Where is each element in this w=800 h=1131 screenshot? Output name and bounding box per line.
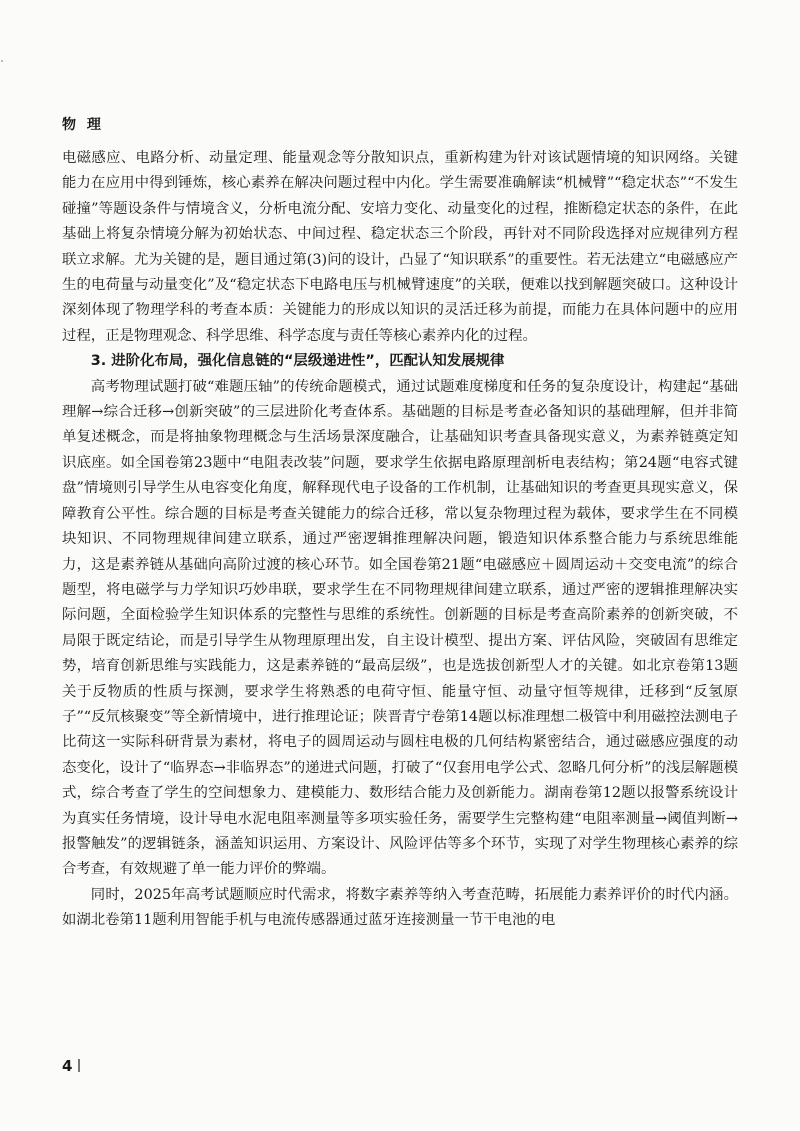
page-number: 4 <box>62 1057 73 1075</box>
section-heading: 3. 进阶化布局，强化信息链的“层级递进性”，匹配认知发展规律 <box>90 353 505 370</box>
paragraph: 同时，2025年高考试题顺应时代需求，将数字素养等纳入考查范畴，拓展能力素养评价的时代内涵。如湖北卷第11题利用智能手机与电流传感器通过蓝牙连接测量一节干电池的电 <box>62 886 738 929</box>
body-text <box>62 146 738 934</box>
running-header-subject: 物 理 <box>62 117 104 133</box>
scan-speck <box>1 60 3 62</box>
paragraph-continued: 电磁感应、电路分析、动量定理、能量观念等分散知识点，重新构建为针对该试题情境的知识网络。关键能力在应用中得到锤炼，核心素养在解决问题过程中内化。学生需要准确解读“机械臂”“稳定状态”“不发生碰撞”等题设条件与情境含义，分析电流分配、安培力变化、动量变化的过程，推断稳定状态的条件，在此基础上将复杂情境分解为初始状态、中间过程、稳定状态三个阶段，再针对不同阶段选择对应规律列方程联立求解。尤为关键的是，题目通过第(3)问的设计，凸显了“知识联系”的重要性。若无法建立“电磁感应产生的电荷量与动量变化”及“稳定状态下电路电压与机械臂速度”的关联，便难以找到解题突破口。这种设计深刻体现了物理学科的考查本质：关键能力的形成以知识的灵活迁移为前提，而能力在具体问题中的应用过程，正是物理观念、科学思维、科学态度与责任等核心素养内化的过程。 <box>62 150 738 344</box>
paragraph: 高考物理试题打破“难题压轴”的传统命题模式，通过试题难度梯度和任务的复杂度设计，构建起“基础理解→综合迁移→创新突破”的三层进阶化考查体系。基础题的目标是考查必备知识的基础理解，但并非简单复述概念，而是将抽象物理概念与生活场景深度融合，让基础知识考查具备现实意义，为素养链奠定知识底座。如全国卷第23题中“电阻表改装”问题，要求学生依据电路原理剖析电表结构；第24题“电容式键盘”情境则引导学生从电容变化角度，解释现代电子设备的工作机制，让基础知识的考查更具现实意义，保障教育公平性。综合题的目标是考查关键能力的综合迁移，常以复杂物理过程为载体，要求学生在不同模块知识、不同物理规律间建立联系，通过严密逻辑推理解决问题，锻造知识体系整合能力与系统思维能力，这是素养链从基础向高阶过渡的核心环节。如全国卷第21题“电磁感应＋圆周运动＋交变电流”的综合题型，将电磁学与力学知识巧妙串联，要求学生在不同物理规律间建立联系，通过严密的逻辑推理解决实际问题，全面检验学生知识体系的完整性与思维的系统性。创新题的目标是考查高阶素养的创新突破，不局限于既定结论，而是引导学生从物理原理出发，自主设计模型、提出方案、评估风险，突破固有思维定势，培育创新思维与实践能力，这是素养链的“最高层级”，也是选拔创新型人才的关键。如北京卷第13题关于反物质的性质与探测，要求学生将熟悉的电荷守恒、能量守恒、动量守恒等规律，迁移到“反氢原子”“反氘核聚变”等全新情境中，进行推理论证；陕晋青宁卷第14题以标准理想二极管中利用磁控法测电子比荷这一实际科研背景为素材，将电子的圆周运动与圆柱电极的几何结构紧密结合，通过磁感应强度的动态变化，设计了“临界态→非临界态”的递进式问题，打破了“仅套用电学公式、忽略几何分析”的浅层解题模式，综合考查了学生的空间想象力、建模能力、数形结合能力及创新能力。湖南卷第12题以报警系统设计为真实任务情境，设计导电水泥电阻率测量等多项实验任务，需要学生完整构建“电阻率测量→阈值判断→报警触发”的逻辑链条，涵盖知识运用、方案设计、风险评估等多个环节，实现了对学生物理核心素养的综合考查，有效规避了单一能力评价的弊端。 <box>62 378 738 878</box>
page-number-bar <box>78 1059 80 1072</box>
page-number-footer <box>62 1057 86 1075</box>
